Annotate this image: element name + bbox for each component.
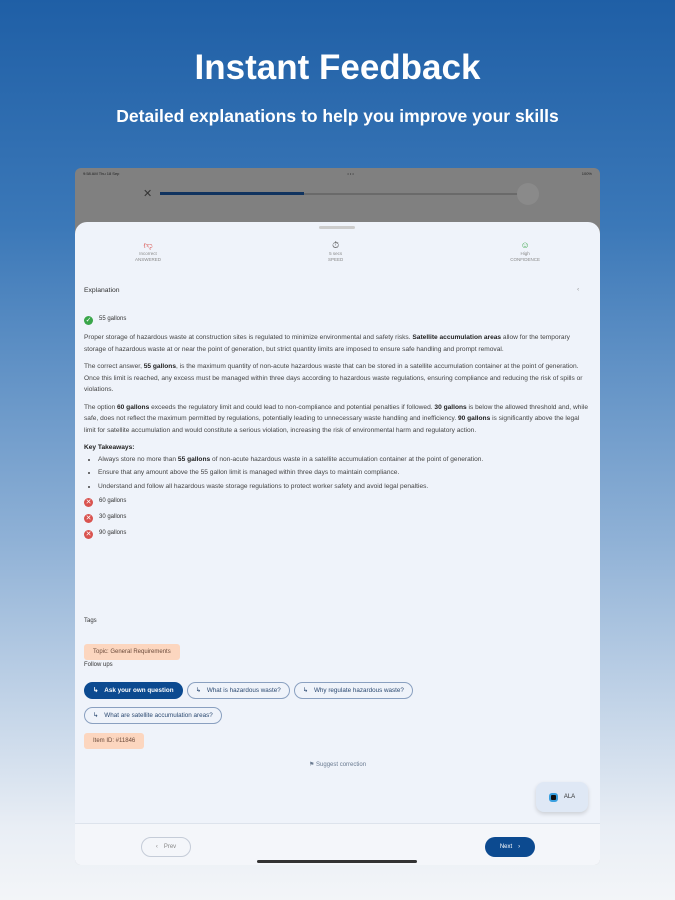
followup-chip[interactable]: ↳ What are satellite accumulation areas? xyxy=(84,707,222,724)
paragraph: The option 60 gallons exceeds the regulatory limit and could lead to non-compliance and potential penalties if followed. 30 gallons is below the allowed threshold and, while safe, does not reflect the maximum permitted by regulations, potentially leading to unnecessary waste handling and inefficiency. 90 gallons is significantly above the legal limit for satellite accumulation and would constitute a serious violation, increasing the risk of environmental harm and regulatory action. xyxy=(84,403,588,434)
status-time: 9:58 AM Thu 18 Sep xyxy=(83,171,120,176)
status-battery: 100% xyxy=(581,171,592,176)
stat-label: CONFIDENCE xyxy=(510,257,540,262)
item-id-chip: Item ID: #11846 xyxy=(84,729,144,749)
reply-arrow-icon: ↳ xyxy=(195,687,201,694)
chevron-left-icon: ‹ xyxy=(155,844,158,850)
takeaways-heading: Key Takeaways: xyxy=(84,444,135,451)
wrong-option xyxy=(84,494,589,510)
status-bar xyxy=(83,171,592,181)
takeaway-item: • Always store no more than 55 gallons of non-acute hazardous waste in a satellite accumulation container at the point of generation. xyxy=(98,454,589,466)
explanation-body xyxy=(84,312,589,542)
reply-arrow-icon: ↳ xyxy=(93,687,99,694)
chevron-right-icon: › xyxy=(518,844,521,850)
takeaways-list xyxy=(84,454,589,493)
smile-icon: ☺︎ xyxy=(520,240,530,250)
hero-title: Instant Feedback xyxy=(194,48,481,87)
tag-chip[interactable]: Topic: General Requirements xyxy=(84,640,180,660)
x-circle-icon: ✕ xyxy=(85,530,92,538)
takeaway-item: • Ensure that any amount above the 55 gallon limit is managed within three days to maintain compliance. xyxy=(98,467,589,479)
followup-chip[interactable]: ↳ What is hazardous waste? xyxy=(187,682,290,699)
stat-label: ANSWERED xyxy=(135,257,162,262)
nav-footer xyxy=(75,823,600,865)
stat-value: 5 secs xyxy=(329,251,343,256)
reply-arrow-icon: ↳ xyxy=(93,712,99,719)
followups-list xyxy=(84,679,484,729)
feedback-sheet xyxy=(75,222,600,865)
flag-icon: ⚑ xyxy=(308,762,315,768)
x-circle-icon: ✕ xyxy=(85,498,92,506)
stopwatch-icon: ⏱︎ xyxy=(332,240,340,250)
x-circle-icon: ✕ xyxy=(85,514,92,522)
wrong-option xyxy=(84,510,589,526)
option-label: 60 gallons xyxy=(99,498,127,505)
stat-value: Incorrect xyxy=(139,251,157,256)
check-circle-icon: ✓ xyxy=(85,316,92,324)
tags-heading: Tags xyxy=(84,618,97,624)
paragraph: The correct answer, 55 gallons, is the maximum quantity of non-acute hazardous waste that can be stored in a satellite accumulation container at the point of generation. Once this limit is reached, any excess must be managed within three days according to hazardous waste regulations, ensuring compliance and reducing the risk of spills or violations. xyxy=(84,363,583,393)
ala-icon xyxy=(549,793,558,802)
check-button[interactable] xyxy=(517,183,539,205)
correct-option xyxy=(84,312,589,328)
tablet-screen xyxy=(75,168,600,865)
stat-value: High xyxy=(520,251,530,256)
stat-label: SPEED xyxy=(327,257,344,262)
close-icon[interactable]: ✕ xyxy=(143,188,153,200)
quiz-progress-fill xyxy=(160,192,304,195)
next-button[interactable]: Next › xyxy=(485,837,535,857)
thumbs-down-icon: 👎︎ xyxy=(143,240,153,250)
home-indicator xyxy=(257,860,417,863)
stat-answered xyxy=(135,240,161,263)
wrong-option xyxy=(84,526,589,542)
option-label: 30 gallons xyxy=(99,514,127,521)
status-dots: • • • xyxy=(347,171,354,176)
paragraph: Proper storage of hazardous waste at construction sites is regulated to minimize environmental and safety risks. Satellite accumulation areas allow for the temporary storage of hazardous waste at or near the point of generation, but strict quantity limits are imposed to ensure safe handling and prompt removal. xyxy=(84,334,570,353)
stats-row xyxy=(75,240,600,263)
explanation-heading: Explanation xyxy=(84,287,120,294)
followup-chip[interactable]: ↳ Why regulate hazardous waste? xyxy=(294,682,413,699)
option-label: 90 gallons xyxy=(99,530,127,537)
reply-arrow-icon: ↳ xyxy=(302,687,308,694)
hero-subtitle: Detailed explanations to help you improve your skills xyxy=(116,106,559,126)
suggest-correction-link[interactable]: ⚑ Suggest correction xyxy=(308,762,367,768)
collapse-icon[interactable]: ‹ xyxy=(577,286,580,293)
takeaway-item: • Understand and follow all hazardous waste storage regulations to protect worker safety and avoid legal penalties. xyxy=(98,481,589,493)
stat-speed xyxy=(328,240,343,263)
prev-button[interactable]: ‹ Prev xyxy=(141,837,191,857)
ask-question-button[interactable]: ↳ Ask your own question xyxy=(84,682,183,699)
stat-confidence xyxy=(510,240,540,263)
drag-handle[interactable] xyxy=(319,226,355,229)
followups-heading: Follow ups xyxy=(84,662,113,668)
ala-assistant-button[interactable]: ALA xyxy=(536,782,588,812)
option-label: 55 gallons xyxy=(99,316,127,323)
